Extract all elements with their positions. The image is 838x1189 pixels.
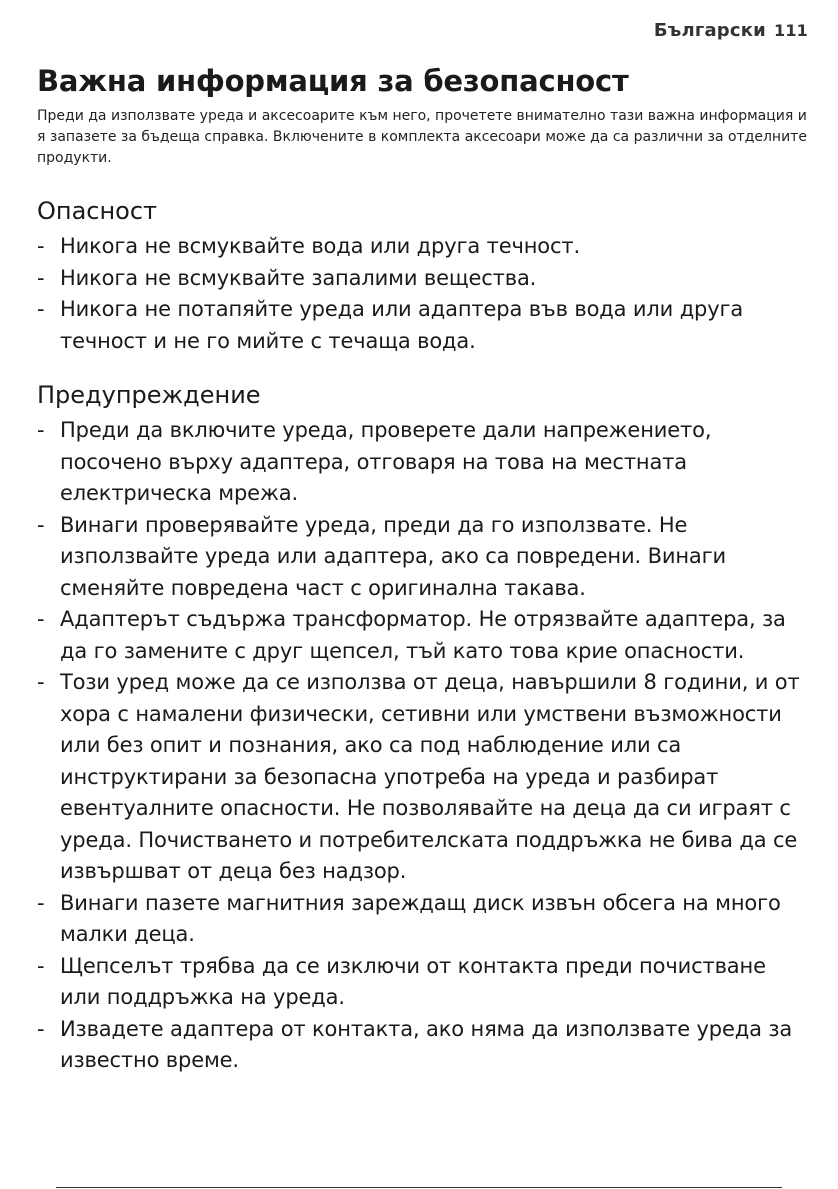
bullet-dash: - bbox=[37, 512, 45, 537]
bullet-dash: - bbox=[37, 607, 45, 631]
section-heading-warning: Предупреждение bbox=[37, 381, 261, 409]
list-item-text: Никога не всмуквайте вода или друга течност. bbox=[60, 234, 580, 258]
danger-list bbox=[37, 231, 812, 357]
bullet-dash: - bbox=[37, 1016, 45, 1041]
list-item-text: Винаги пазете магнитния зареждащ диск извън обсега на много малки деца. bbox=[60, 890, 781, 946]
list-item-text: Никога не потапяйте уреда или адаптера във вода или друга течност и не го мийте с течаща вода. bbox=[60, 297, 744, 353]
list-item-text: Никога не всмуквайте запалими вещества. bbox=[60, 265, 537, 290]
list-item bbox=[37, 510, 812, 605]
header-language: Български bbox=[653, 20, 766, 41]
page-header bbox=[654, 20, 808, 41]
list-item bbox=[37, 604, 812, 667]
list-item bbox=[37, 231, 812, 263]
document-body bbox=[37, 62, 812, 1077]
list-item bbox=[37, 667, 812, 888]
list-item bbox=[37, 1014, 812, 1077]
bullet-dash: - bbox=[37, 953, 45, 978]
footer-divider bbox=[56, 1187, 782, 1188]
page-title: Важна информация за безопасност bbox=[37, 64, 629, 98]
bullet-dash: - bbox=[37, 890, 45, 915]
list-item bbox=[37, 888, 812, 951]
list-item bbox=[37, 263, 812, 295]
section-heading-danger: Опасност bbox=[37, 197, 158, 225]
warning-list bbox=[37, 415, 812, 1077]
bullet-dash: - bbox=[37, 670, 45, 694]
list-item-text: Щепселът трябва да се изключи от контакта преди почистване или поддръжка на уреда. bbox=[60, 953, 766, 1009]
bullet-dash: - bbox=[37, 418, 45, 442]
page-number: 111 bbox=[774, 21, 808, 40]
list-item-text: Преди да включите уреда, проверете дали напрежението, посочено върху адаптера, отговаря на това на местната електрическа мрежа. bbox=[60, 418, 712, 505]
list-item-text: Винаги проверявайте уреда, преди да го използвате. Не използвайте уреда или адаптера, ако са повредени. Винаги сменяйте повредена част с оригинална такава. bbox=[60, 512, 726, 600]
list-item-text: Извадете адаптера от контакта, ако няма да използвате уреда за известно време. bbox=[60, 1016, 793, 1072]
intro-paragraph: Преди да използвате уреда и аксесоарите към него, прочетете внимателно тази важна информация и я запазете за бъдеща справка. Включените в комплекта аксесоари може да са различни за отделните продукти. bbox=[37, 108, 807, 166]
list-item-text: Адаптерът съдържа трансформатор. Не отрязвайте адаптера, за да го замените с друг щепсел, тъй като това крие опасности. bbox=[60, 607, 786, 663]
bullet-dash: - bbox=[37, 234, 45, 258]
list-item-text: Този уред може да се използва от деца, навършили 8 години, и от хора с намалени физически, сетивни или умствени възможности или без опит и познания, ако са под наблюдение или са инструктирани за безопасна употреба на уреда и разбират евентуалните опасности. Не позволявайте на деца да си играят с уреда. Почистването и потребителската поддръжка не бива да се извършват от деца без надзор. bbox=[60, 670, 800, 883]
bullet-dash: - bbox=[37, 265, 45, 290]
list-item bbox=[37, 294, 812, 357]
bullet-dash: - bbox=[37, 297, 45, 321]
list-item bbox=[37, 415, 812, 510]
list-item bbox=[37, 951, 812, 1014]
